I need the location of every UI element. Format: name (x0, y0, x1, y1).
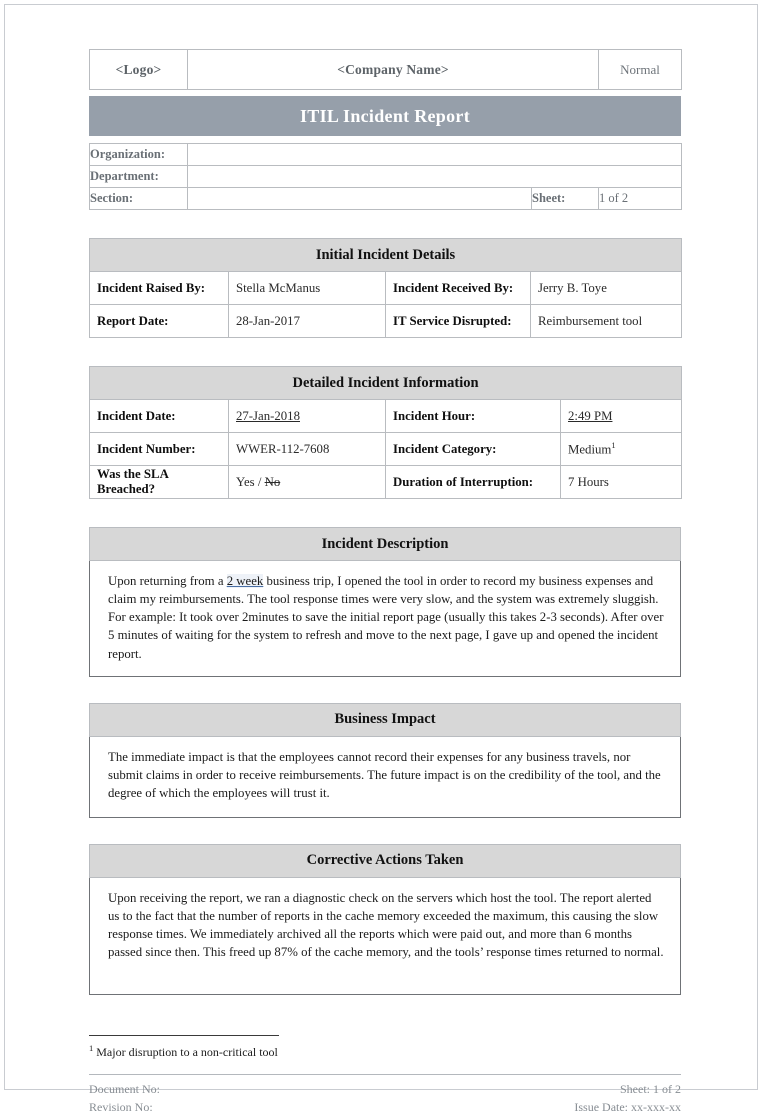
incident-hour-value-cell[interactable] (561, 400, 682, 433)
identity-bar-table (89, 49, 682, 90)
document-no-label: Document No: (89, 1081, 160, 1096)
initial-incident-details-header-row (90, 239, 682, 272)
corrective-actions-header-table (89, 844, 681, 878)
incident-category-footnote-marker: 1 (611, 440, 616, 451)
corrective-actions-header-row (90, 844, 681, 877)
it-service-disrupted-value[interactable]: Reimbursement tool (531, 305, 682, 338)
incident-date-value: 27-Jan-2018 (236, 408, 300, 423)
it-service-disrupted-label: IT Service Disrupted: (386, 305, 531, 338)
logo-placeholder: <Logo> (90, 50, 188, 90)
section-row (90, 188, 682, 210)
company-name-placeholder: <Company Name> (188, 50, 599, 90)
sheet-value: 1 of 2 (599, 188, 682, 210)
incident-description-text-after: business trip, I opened the tool in order to record my business expenses and claim my reimbursements. The tool response times were very slow, and the system was extremely sluggish. For example: It took over 2minutes to save the initial report page (usually this takes 2-3 seconds). After over 5 minutes of waiting for the system to refresh and move to the next page, I gave up and opened the incident report. (108, 574, 664, 661)
incident-description-body[interactable] (89, 561, 681, 677)
corrective-actions-block (89, 844, 681, 995)
detailed-incident-information-heading: Detailed Incident Information (90, 367, 682, 400)
initial-incident-details-heading: Initial Incident Details (90, 239, 682, 272)
incident-category-value-cell[interactable] (561, 433, 682, 466)
incident-date-label: Incident Date: (90, 400, 229, 433)
business-impact-header-table (89, 703, 681, 737)
incident-raised-by-label: Incident Raised By: (90, 272, 229, 305)
sla-breached-label: Was the SLA Breached? (90, 466, 229, 499)
incident-category-label: Incident Category: (386, 433, 561, 466)
table-row (90, 272, 682, 305)
sheet-label: Sheet: (532, 188, 599, 210)
report-date-value[interactable]: 28-Jan-2017 (229, 305, 386, 338)
sla-breached-value-cell[interactable] (229, 466, 386, 499)
incident-category-value: Medium (568, 442, 612, 457)
table-row (90, 433, 682, 466)
incident-hour-value: 2:49 PM (568, 408, 613, 423)
incident-hour-label: Incident Hour: (386, 400, 561, 433)
incident-number-value[interactable]: WWER-112-7608 (229, 433, 386, 466)
footnote-text: Major disruption to a non-critical tool (96, 1044, 278, 1059)
incident-description-header-table (89, 527, 681, 561)
initial-incident-details-table (89, 238, 682, 338)
sla-option-no[interactable]: No (264, 474, 281, 489)
document-page (4, 4, 758, 1114)
business-impact-block (89, 703, 681, 818)
corrective-actions-text: Upon receiving the report, we ran a diagnostic check on the servers which host the tool. The report alerted us to the fact that the number of reports in the cache memory exceeded the maximum, this causing the slow response times. We immediately archived all the reports which were paid out, and more than 6 months passed since then. This freed up 87% of the cache memory, and the tools’ response times returned to normal. (108, 890, 664, 960)
footnote-separator-rule (89, 1035, 279, 1036)
footnote-entry (89, 1043, 681, 1060)
incident-received-by-label: Incident Received By: (386, 272, 531, 305)
incident-description-heading: Incident Description (90, 528, 681, 561)
department-value[interactable] (188, 166, 682, 188)
duration-of-interruption-label: Duration of Interruption: (386, 466, 561, 499)
incident-received-by-value[interactable]: Jerry B. Toye (531, 272, 682, 305)
detailed-incident-information-block (89, 366, 681, 499)
footnote-marker: 1 (89, 1042, 94, 1053)
business-impact-header-row (90, 703, 681, 736)
organization-table (89, 143, 682, 210)
organization-label: Organization: (90, 144, 188, 166)
sla-option-yes[interactable]: Yes (236, 474, 255, 489)
business-impact-heading: Business Impact (90, 703, 681, 736)
identity-bar-row (90, 50, 682, 90)
detailed-incident-information-header-row (90, 367, 682, 400)
corrective-actions-body[interactable] (89, 878, 681, 995)
incident-number-label: Incident Number: (90, 433, 229, 466)
table-row (90, 400, 682, 433)
incident-description-header-row (90, 528, 681, 561)
department-label: Department: (90, 166, 188, 188)
corrective-actions-heading: Corrective Actions Taken (90, 844, 681, 877)
detailed-incident-information-table (89, 366, 682, 499)
organization-value[interactable] (188, 144, 682, 166)
table-row (90, 305, 682, 338)
report-title-band (89, 96, 681, 136)
footer-issue-date-label: Issue Date: xx-xxx-xx (574, 1099, 681, 1114)
incident-description-block (89, 527, 681, 677)
page-title: ITIL Incident Report (299, 105, 471, 126)
document-content (89, 49, 681, 1116)
incident-description-text-before: Upon returning from a (108, 574, 227, 588)
business-impact-body[interactable] (89, 737, 681, 818)
initial-incident-details-block (89, 238, 681, 338)
report-date-label: Report Date: (90, 305, 229, 338)
duration-of-interruption-value[interactable]: 7 Hours (561, 466, 682, 499)
table-row (90, 466, 682, 499)
footnote-area (89, 1035, 681, 1060)
department-row (90, 166, 682, 188)
footer-sheet-label: Sheet: 1 of 2 (620, 1081, 681, 1096)
incident-raised-by-value[interactable]: Stella McManus (229, 272, 386, 305)
organization-row (90, 144, 682, 166)
sla-separator: / (254, 474, 265, 489)
page-footer (89, 1074, 681, 1116)
incident-description-grammar-marked-text: 2 week (226, 574, 264, 588)
section-label: Section: (90, 188, 188, 210)
business-impact-text: The immediate impact is that the employees cannot record their expenses for any business travels, nor submit claims in order to receive reimbursements. The future impact is on the credibility of the tool, and the degree of which the employees will trust it. (108, 749, 661, 801)
section-value[interactable] (188, 188, 532, 210)
revision-no-label: Revision No: (89, 1099, 153, 1114)
incident-description-text (108, 572, 664, 663)
classification-label: Normal (599, 50, 682, 90)
incident-date-value-cell[interactable] (229, 400, 386, 433)
